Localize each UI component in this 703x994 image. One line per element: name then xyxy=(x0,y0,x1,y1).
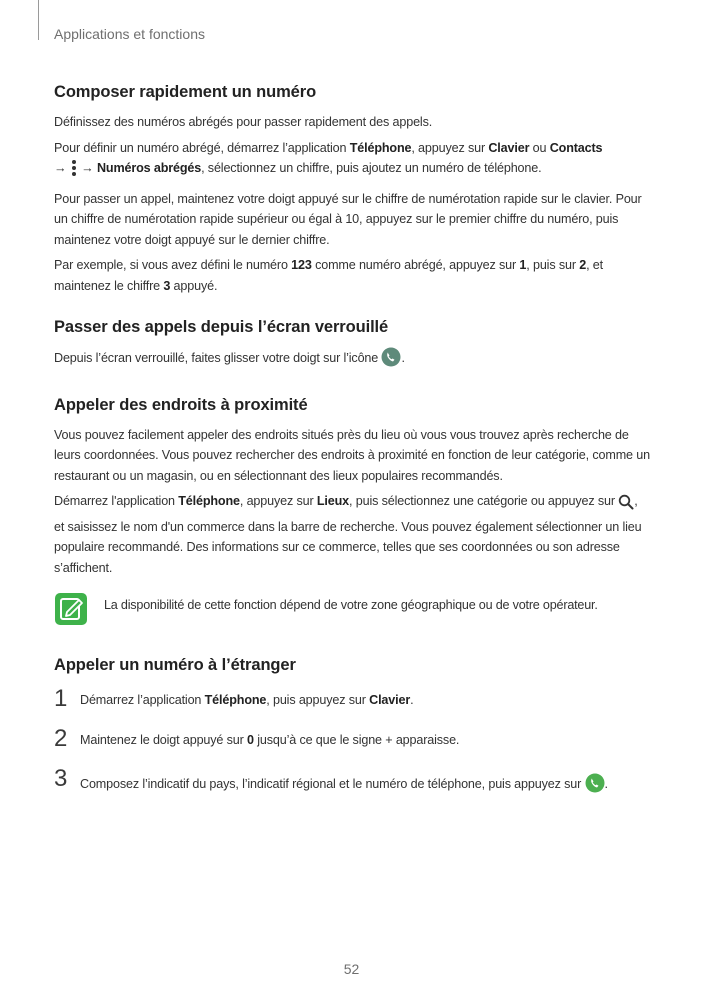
step-item xyxy=(54,765,650,809)
paragraph: Pour définir un numéro abrégé, démarrez l’application Téléphone, appuyez sur Clavier ou Contacts → → Numéros abrégés, sélectionnez un chiffre, puis ajoutez un numéro de téléphone. xyxy=(54,138,650,184)
heading-nearby-places: Appeler des endroits à proximité xyxy=(54,395,308,414)
phone-app-icon xyxy=(381,347,401,374)
page-edge-rule xyxy=(38,0,39,40)
step-text: Maintenez le doigt appuyé sur 0 jusqu’à ce que le signe + apparaisse. xyxy=(80,733,460,747)
more-options-icon xyxy=(70,159,78,184)
step-number: 1 xyxy=(54,685,68,712)
heading-speed-dial: Composer rapidement un numéro xyxy=(54,83,317,101)
paragraph: Depuis l’écran verrouillé, faites glisser votre doigt sur l’icône . xyxy=(54,347,650,374)
page-number: 52 xyxy=(343,961,360,977)
note-box xyxy=(54,592,650,626)
paragraph: Définissez des numéros abrégés pour passer rapidement des appels. xyxy=(54,115,433,129)
paragraph: Vous pouvez facilement appeler des endroits situés près du lieu où vous vous trouvez après recherche de leurs coordonnées. Vous pouvez rechercher des endroits à proximité en fonction de leur catégorie, comme un restaurant ou un magasin, ou en sélectionnant des lieux populaires recommandés. xyxy=(54,427,650,483)
paragraph: Démarrez l'application Téléphone, appuyez sur Lieux, puis sélectionnez une catégorie ou appuyez sur , et saisissez le nom d'un commerce dans la barre de recherche. Vous pouvez également sélectionner un lieu populaire recommandé. Des informations sur ce commerce, telles que ses coordonnées ou son adresse s’affichent. xyxy=(54,494,642,575)
heading-international-call: Appeler un numéro à l’étranger xyxy=(54,656,296,674)
paragraph: Pour passer un appel, maintenez votre doigt appuyé sur le chiffre de numérotation rapide sur le clavier. Pour un chiffre de numérotation rapide supérieur ou égal à 10, appuyez sur le premier chiffre du numéro, puis maintenez votre doigt appuyé sur le dernier chiffre. xyxy=(54,191,642,247)
heading-locked-screen-calls: Passer des appels depuis l’écran verrouillé xyxy=(54,318,389,336)
section-header: Applications et fonctions xyxy=(54,26,205,42)
step-text: Composez l’indicatif du pays, l’indicatif régional et le numéro de téléphone, puis appuyez sur . xyxy=(80,773,608,796)
step-number: 2 xyxy=(54,725,68,752)
step-text: Démarrez l’application Téléphone, puis appuyez sur Clavier. xyxy=(80,693,414,707)
paragraph: Par exemple, si vous avez défini le numéro 123 comme numéro abrégé, appuyez sur 1, puis sur 2, et maintenez le chiffre 3 appuyé. xyxy=(54,258,603,293)
call-button-icon xyxy=(585,773,605,796)
step-item xyxy=(54,685,650,729)
step-number: 3 xyxy=(54,765,68,792)
note-icon xyxy=(54,592,88,626)
step-item xyxy=(54,725,650,769)
page-content xyxy=(54,83,650,809)
search-icon xyxy=(618,494,634,517)
note-text: La disponibilité de cette fonction dépend de votre zone géographique ou de votre opérateur. xyxy=(104,598,598,612)
